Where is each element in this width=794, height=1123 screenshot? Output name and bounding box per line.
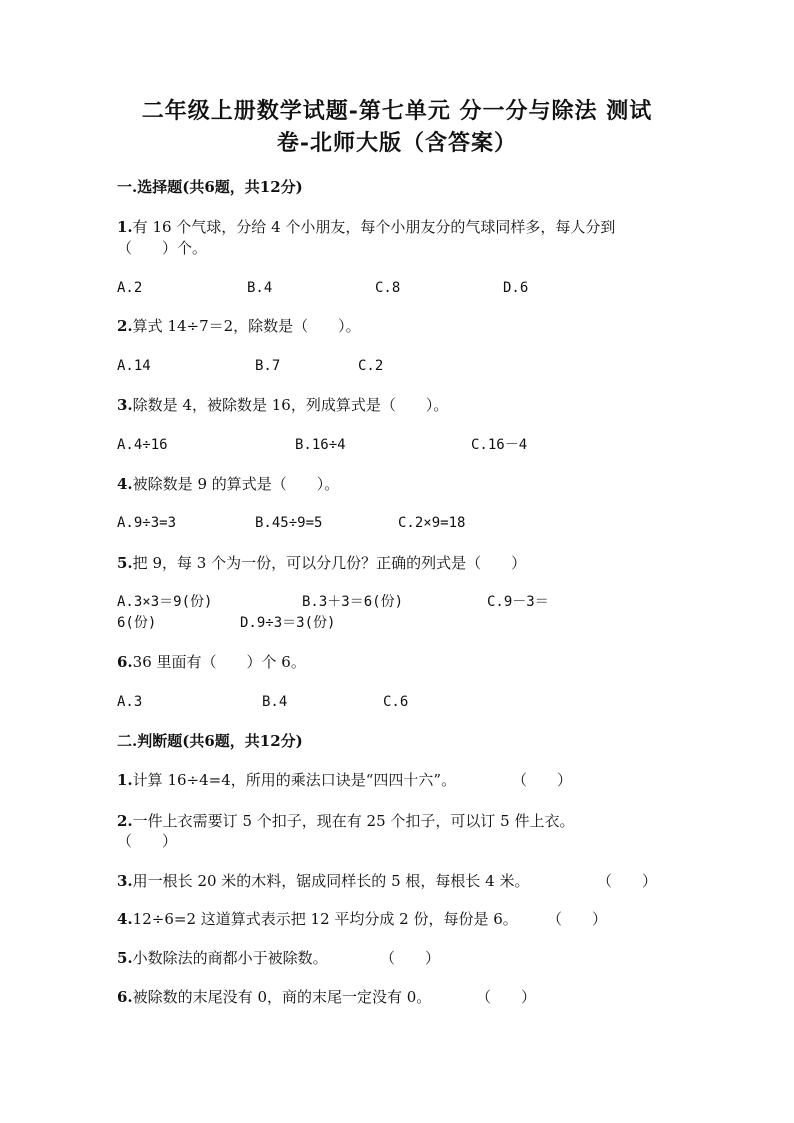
section-heading-true-false: 二.判断题(共6题，共12分): [117, 732, 303, 750]
question-text: 有 16 个气球，分给 4 个小朋友，每个小朋友分的气球同样多，每人分到: [132, 218, 616, 236]
option-a: A.14: [117, 358, 151, 374]
question-number: 5.: [117, 554, 133, 572]
question-number: 5.: [117, 949, 133, 967]
judge-question-5: [117, 948, 328, 968]
page-title-line-2: 卷-北师大版（含答案）: [276, 130, 518, 156]
question-text: 算式 14÷7＝2，除数是（ ）。: [132, 317, 361, 335]
question-number: 3.: [117, 872, 133, 890]
question-number: 2.: [117, 812, 133, 830]
question-text: 小数除法的商都小于被除数。: [132, 949, 328, 967]
option-a: A.3: [117, 694, 143, 710]
question-number: 1.: [117, 771, 133, 789]
answer-blank: （ ）: [512, 771, 573, 789]
choice-question-3: [117, 395, 448, 415]
option-c: C.2: [358, 358, 384, 374]
judge-question-4: [117, 909, 518, 929]
option-d: D.9÷3＝3(份): [240, 615, 336, 631]
choice-question-1: [117, 217, 615, 237]
question-number: 3.: [117, 396, 133, 414]
choice-question-1-line-2: （ ）个。: [117, 239, 208, 257]
option-c: C.16－4: [471, 437, 528, 453]
option-c: C.6: [383, 694, 409, 710]
option-c-continued: 6(份): [117, 615, 157, 631]
question-text: 用一根长 20 米的木料，锯成同样长的 5 根，每根长 4 米。: [132, 872, 530, 890]
option-b: B.4: [262, 694, 288, 710]
question-number: 4.: [117, 910, 133, 928]
answer-blank: （ ）: [597, 872, 658, 890]
section-heading-choice: 一.选择题(共6题，共12分): [117, 178, 303, 196]
judge-question-6: [117, 987, 431, 1007]
question-text: 被除数是 9 的算式是（ ）。: [132, 475, 340, 493]
question-number: 4.: [117, 475, 133, 493]
question-text: 把 9，每 3 个为一份，可以分几份？正确的列式是（ ）: [132, 554, 527, 572]
question-number: 6.: [117, 988, 133, 1006]
answer-blank: （ ）: [476, 988, 537, 1006]
question-text: 除数是 4，被除数是 16，列成算式是（ ）。: [132, 396, 449, 414]
option-a: A.3×3＝9(份): [117, 594, 213, 610]
option-b: B.4: [247, 280, 273, 296]
option-b: B.45÷9=5: [255, 515, 323, 531]
answer-blank: （ ）: [547, 910, 608, 928]
question-text: 被除数的末尾没有 0，商的末尾一定没有 0。: [132, 988, 432, 1006]
option-a: A.2: [117, 280, 143, 296]
judge-question-3: [117, 871, 529, 891]
option-c: C.2×9=18: [398, 515, 466, 531]
judge-question-2: [117, 811, 574, 831]
option-b: B.16÷4: [295, 437, 346, 453]
option-b: B.3＋3＝6(份): [302, 594, 404, 610]
option-b: B.7: [255, 358, 281, 374]
question-number: 2.: [117, 317, 133, 335]
option-a: A.4÷16: [117, 437, 168, 453]
option-d: D.6: [503, 280, 529, 296]
choice-question-4: [117, 474, 339, 494]
option-c: C.9－3＝: [487, 594, 549, 610]
choice-question-2: [117, 316, 361, 336]
option-c: C.8: [375, 280, 401, 296]
choice-question-6: [117, 652, 306, 672]
question-number: 1.: [117, 218, 133, 236]
question-text: 计算 16÷4=4，所用的乘法口诀是“四四十六”。: [132, 771, 457, 789]
choice-question-5: [117, 553, 526, 573]
answer-blank: （ ）: [117, 832, 178, 850]
option-a: A.9÷3=3: [117, 515, 177, 531]
answer-blank: （ ）: [380, 949, 441, 967]
question-text: 12÷6=2 这道算式表示把 12 平均分成 2 份，每份是 6。: [132, 910, 518, 928]
judge-question-1: [117, 770, 456, 790]
question-text: 一件上衣需要订 5 个扣子，现在有 25 个扣子，可以订 5 件上衣。: [132, 812, 575, 830]
page-title-line-1: 二年级上册数学试题-第七单元 分一分与除法 测试: [141, 98, 653, 124]
question-text: 36 里面有（ ）个 6。: [132, 653, 306, 671]
question-number: 6.: [117, 653, 133, 671]
